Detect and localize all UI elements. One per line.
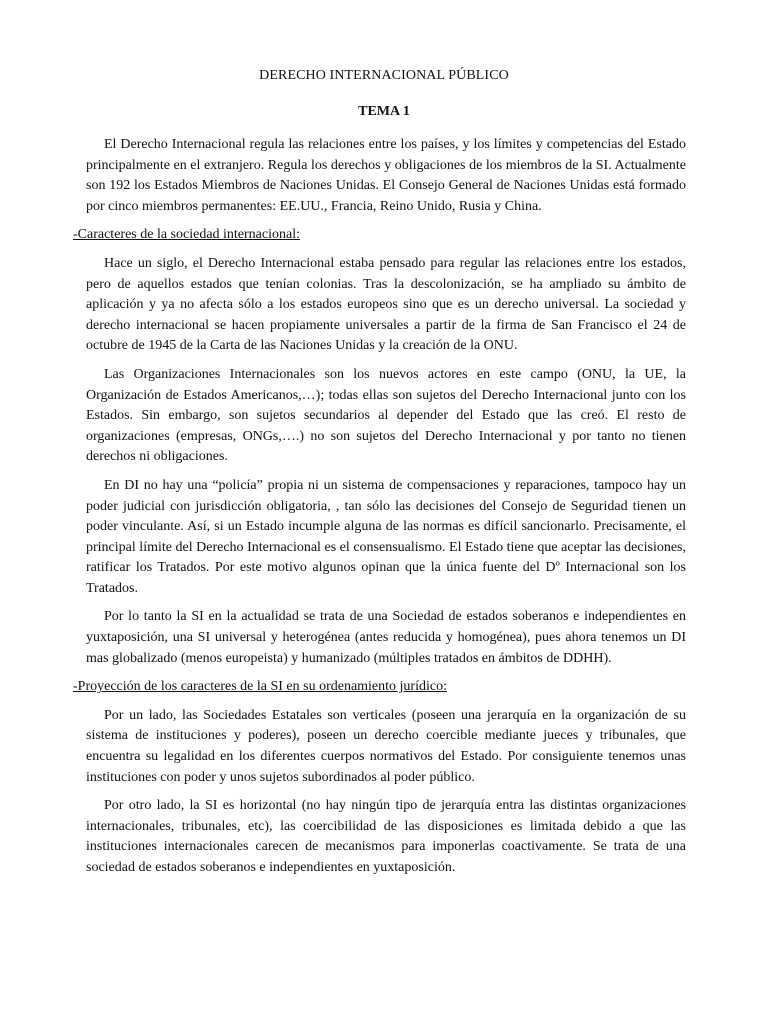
paragraph-3: En DI no hay una “policía” propia ni un sistema de compensaciones y reparaciones, tampoco hay un poder judicial con jurisdicción obligatoria, , tan sólo las decisiones del Consejo de Seguridad tienen un poder vinculante. Así, si un Estado incumple alguna de las normas es difícil sancionarlo. Precisamente, el principal límite del Derecho Internacional es el consensualismo. El Estado tiene que aceptar las decisiones, ratificar los Tratados. Por este motivo algunos opinan que la única fuente del Dº Internacional son los Tratados. — [86, 477, 686, 596]
paragraph-4: Por lo tanto la SI en la actualidad se trata de una Sociedad de estados soberanos e independientes en yuxtaposición, una SI universal y heterogénea (antes reducida y homogénea), pues ahora tenemos un DI mas globalizado (menos europeista) y humanizado (múltiples tratados en ámbitos de DDHH). — [86, 609, 686, 666]
paragraph-2: Las Organizaciones Internacionales son los nuevos actores en este campo (ONU, la UE, la Organización de Estados Americanos,…); todas ellas son sujetos del Derecho Internacional junto con los Estados. Sin embargo, son sujetos secundarios al depender del Estado que las creó. El resto de organizaciones (empresas, ONGs,….) no son sujetos del Derecho Internacional y por tanto no tienen derechos ni obligaciones. — [86, 366, 686, 465]
section-heading-caracteres: -Caracteres de la sociedad internacional: — [73, 227, 300, 243]
document-subtitle: TEMA 1 — [358, 104, 410, 119]
document-body — [73, 135, 686, 887]
paragraph-intro: El Derecho Internacional regula las relaciones entre los países, y los límites y competencias del Estado principalmente en el extranjero. Regula los derechos y obligaciones de los miembros de la SI. Actualmente son 192 los Estados Miembros de Naciones Unidas. El Consejo General de Naciones Unidas está formado por cinco miembros permanentes: EE.UU., Francia, Reino Unido, Rusia y China. — [86, 137, 686, 214]
paragraph-5: Por un lado, las Sociedades Estatales son verticales (poseen una jerarquía en la organización de su sistema de instituciones y poderes), poseen un derecho coercible mediante jueces y tribunales, que encuentra su legalidad en los diferentes cuerpos normativos del Estado. Por consiguiente tenemos unas instituciones con poder y unos sujetos subordinados al poder público. — [86, 707, 686, 785]
section-heading-proyeccion: -Proyección de los caracteres de la SI en su ordenamiento jurídico: — [73, 679, 447, 695]
paragraph-1: Hace un siglo, el Derecho Internacional estaba pensado para regular las relaciones entre los estados, pero de aquellos estados que tenían colonias. Tras la descolonización, se ha ampliado su ámbito de aplicación y ya no afecta sólo a los estados europeos sino que es un derecho universal. La sociedad y derecho internacional se hacen propiamente universales a partir de la firma de San Francisco el 24 de octubre de 1945 de la Carta de las Naciones Unidas y la creación de la ONU. — [86, 255, 686, 354]
paragraph-6: Por otro lado, la SI es horizontal (no hay ningún tipo de jerarquía entra las distintas organizaciones internacionales, tribunales, etc), las coercibilidad de las disposiciones es limitada debido a que las instituciones internacionales carecen de mecanismos para imponerlas coactivamente. Se trata de una sociedad de estados soberanos e independientes en yuxtaposición. — [86, 798, 686, 875]
document-title: DERECHO INTERNACIONAL PÚBLICO — [259, 68, 509, 83]
